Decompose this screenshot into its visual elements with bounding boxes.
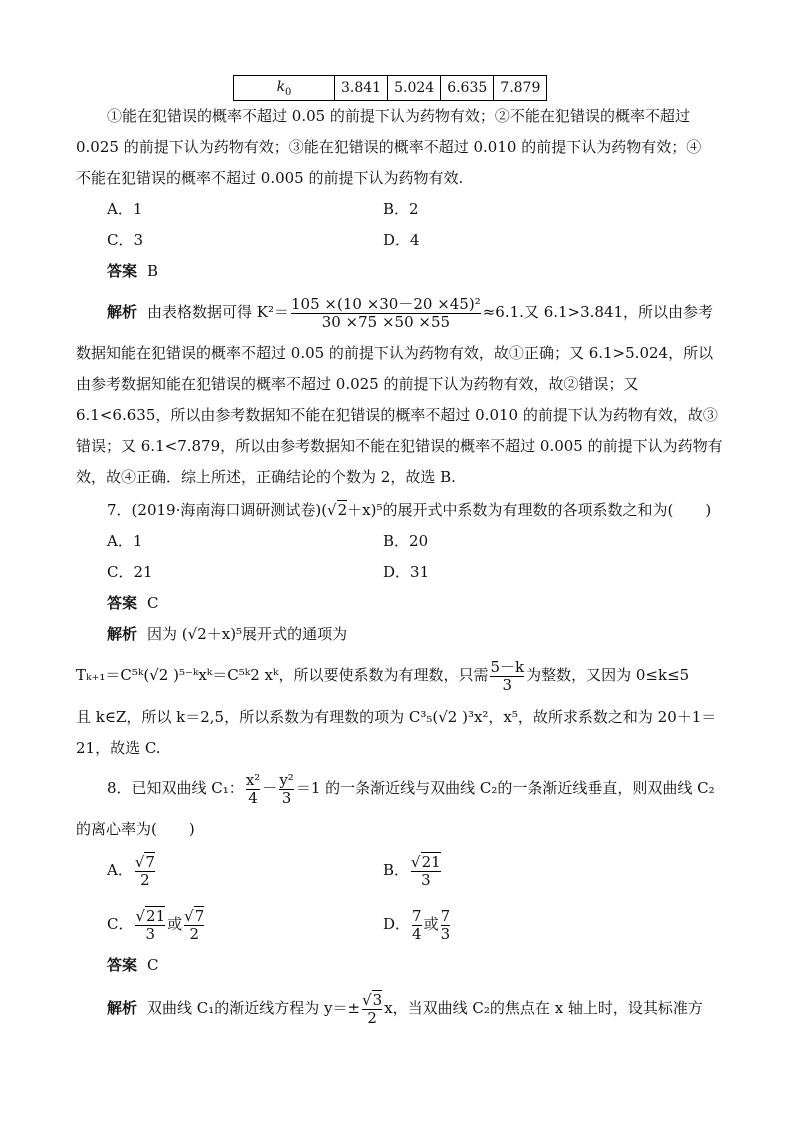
q6-option-b: B．2	[383, 200, 419, 218]
q8-option-b: B． $\frac{√21}{3}$	[383, 852, 441, 889]
q6-text-line: 不能在犯错误的概率不超过 0.005 的前提下认为药物有效.	[76, 169, 464, 187]
q6-option-c: C．3	[107, 231, 144, 249]
q8-analysis-first: 解析 双曲线 C₁的渐近线方程为 y＝± $\frac{√3}{2}$ x，当双曲线 C₂的焦点在 x 轴上时，设其标准方	[107, 990, 703, 1027]
analysis-text: 因为 (√2＋x)⁵展开式的通项为	[147, 625, 348, 643]
sqrt3-over-2: $\frac{√3}{2}$	[362, 990, 383, 1027]
q6-answer	[107, 261, 158, 281]
table-cell: 7.879	[494, 76, 547, 101]
q8-stem: 8．已知双曲线 C₁： $\frac{\text{x²}}{4}$ － $\frac{\text{y²}}{3}$ ＝1 的一条渐近线与双曲线 C₂的一条渐近线垂直，则双曲线 C₂	[107, 770, 715, 807]
q7-answer	[107, 593, 159, 613]
q6-analysis-line: 效，故④正确．综上所述，正确结论的个数为 2，故选 B.	[76, 468, 456, 486]
q8-option-d: D． $\frac{7}{4}$ 或 $\frac{7}{3}$	[383, 906, 451, 943]
answer-label: 答案	[107, 262, 138, 280]
rational-condition-fraction: $\frac{5-k}{3}$	[490, 657, 525, 694]
analysis-text: ≈6.1.又 6.1>3.841，所以由参考	[482, 303, 714, 321]
y-squared-over-3: $\frac{\text{y²}}{3}$	[279, 770, 294, 807]
k-squared-fraction: $\frac{\text{105 ×(10 ×30－20 ×45)²}}{30 \times 75 \times 50 \times 55}$	[291, 294, 481, 331]
table-cell: 5.024	[388, 76, 441, 101]
critical-value-table	[233, 75, 547, 101]
answer-value: B	[147, 262, 159, 280]
q7-option-a: A．1	[107, 532, 143, 550]
q7-analysis-line: 且 k∈Z，所以 k＝2,5，所以系数为有理数的项为 C³₅(√2 )³x²，x⁵，故所求系数之和为 20＋1＝	[76, 708, 717, 726]
analysis-label: 解析	[107, 999, 138, 1017]
x-squared-over-4: $\frac{\text{x²}}{4}$	[245, 770, 261, 807]
analysis-label: 解析	[107, 303, 138, 321]
answer-label: 答案	[107, 594, 138, 612]
q6-analysis-line: 数据知能在犯错误的概率不超过 0.05 的前提下认为药物有效，故①正确；又 6.1>5.024，所以	[76, 344, 714, 362]
q7-option-d: D．31	[383, 563, 430, 581]
q7-analysis-first	[107, 624, 347, 644]
answer-value: C	[147, 956, 159, 974]
q6-analysis-line: 错误；又 6.1<7.879，所以由参考数据知不能在犯错误的概率不超过 0.005 的前提下认为药物有	[76, 437, 723, 455]
q7-analysis-line: 21，故选 C.	[76, 739, 161, 757]
analysis-label: 解析	[107, 625, 138, 643]
answer-label: 答案	[107, 956, 138, 974]
table-cell: 3.841	[335, 76, 388, 101]
q6-analysis-line: 6.1<6.635，所以由参考数据知不能在犯错误的概率不超过 0.010 的前提下认为药物有效，故③	[76, 406, 718, 424]
q8-option-a: A． $\frac{√7}{2}$	[107, 852, 155, 889]
q8-stem-line: 的离心率为( )	[76, 820, 195, 838]
answer-value: C	[147, 594, 159, 612]
q6-text-line: ①能在犯错误的概率不超过 0.05 的前提下认为药物有效；②不能在犯错误的概率不超过	[107, 107, 690, 125]
q7-analysis-line: Tₖ₊₁＝C⁵ᵏ(√2 )⁵⁻ᵏxᵏ＝C⁵ᵏ2 xᵏ，所以要使系数为有理数，只需 $\frac{5-k}{3}$ 为整数，又因为 0≤k≤5	[76, 657, 690, 694]
q6-option-d: D．4	[383, 231, 420, 249]
table-cell: 6.635	[441, 76, 494, 101]
q6-option-a: A．1	[107, 200, 143, 218]
analysis-text: 由表格数据可得 K²＝	[147, 303, 290, 321]
q8-option-c: C． $\frac{√21}{3}$ 或 $\frac{√7}{2}$	[107, 906, 205, 943]
q7-option-c: C．21	[107, 563, 153, 581]
q6-text-line: 0.025 的前提下认为药物有效；③能在犯错误的概率不超过 0.010 的前提下认为药物有效；④	[76, 138, 702, 156]
q8-answer	[107, 955, 159, 975]
q6-analysis-first	[107, 292, 713, 332]
table-header-k0: $k_0$	[234, 76, 335, 101]
q6-analysis-line: 由参考数据知能在犯错误的概率不超过 0.025 的前提下认为药物有效，故②错误；又	[76, 375, 639, 393]
q7-stem: 7．(2019·海南海口调研测试卷)(√2＋x)⁵的展开式中系数为有理数的各项系数之和为( )	[107, 501, 712, 519]
q7-option-b: B．20	[383, 532, 429, 550]
